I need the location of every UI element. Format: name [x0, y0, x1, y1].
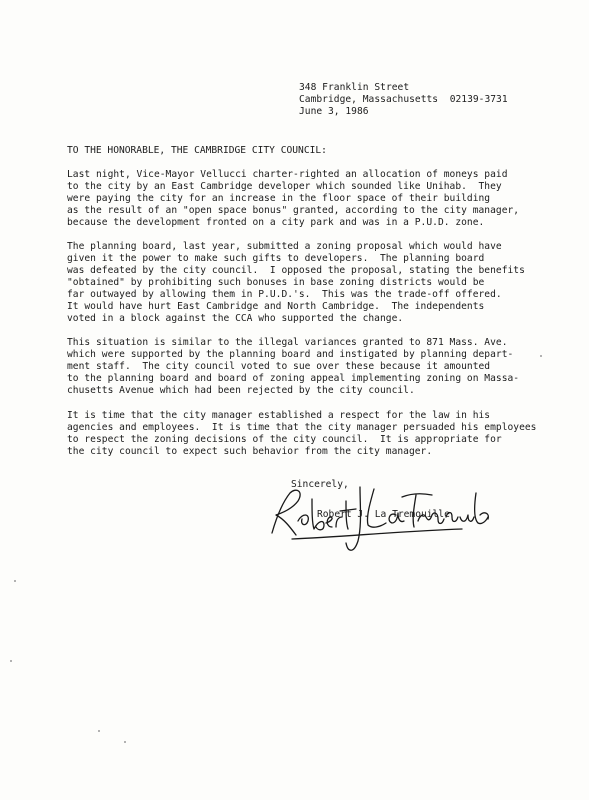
paragraph-line: far outwayed by allowing them in P.U.D.'s. This was the trade-off offered. — [67, 289, 502, 300]
paragraph-line: "obtained" by prohibiting such bonuses in base zoning districts would be — [67, 277, 485, 288]
paper-speck — [124, 741, 126, 743]
paragraph-line: voted in a block against the CCA who supported the change. — [67, 313, 404, 324]
paper-speck — [10, 660, 12, 662]
closing: Sincerely, — [291, 479, 349, 490]
paragraph-4 — [67, 410, 536, 458]
paragraph-line: It is time that the city manager established a respect for the law in his — [67, 410, 491, 421]
paragraph-line: because the development fronted on a city park and was in a P.U.D. zone. — [67, 217, 485, 228]
sender-address-block — [299, 82, 508, 118]
sender-city: Cambridge, Massachusetts 02139-3731 — [299, 94, 508, 105]
paragraph-1 — [67, 169, 519, 229]
paragraph-line: agencies and employees. It is time that the city manager persuaded his employees — [67, 422, 537, 433]
signer-name: Robert J. La Tremouille — [317, 509, 450, 520]
paragraph-line: to the city by an East Cambridge developer which sounded like Unihab. They — [67, 181, 502, 192]
sender-street: 348 Franklin Street — [299, 82, 410, 93]
paragraph-line: which were supported by the planning board and instigated by planning depart- — [67, 349, 514, 360]
paragraph-line: It would have hurt East Cambridge and North Cambridge. The independents — [67, 301, 485, 312]
paragraph-line: to the planning board and board of zoning appeal implementing zoning on Massa- — [67, 373, 520, 384]
paragraph-2 — [67, 241, 525, 325]
paragraph-line: to respect the zoning decisions of the city council. It is appropriate for — [67, 434, 502, 445]
paragraph-line: Last night, Vice-Mayor Vellucci charter-righted an allocation of moneys paid — [67, 169, 508, 180]
paragraph-line: The planning board, last year, submitted a zoning proposal which would have — [67, 241, 502, 252]
paragraph-line: This situation is similar to the illegal variances granted to 871 Mass. Ave. — [67, 337, 508, 348]
paper-speck — [14, 580, 16, 582]
handwritten-signature — [262, 481, 492, 561]
paragraph-3 — [67, 337, 519, 397]
paragraph-line: were paying the city for an increase in the floor space of their building — [67, 193, 491, 204]
letter-date: June 3, 1986 — [299, 106, 369, 117]
paragraph-line: ment staff. The city council voted to sue over these because it amounted — [67, 361, 491, 372]
paragraph-line: the city council to expect such behavior from the city manager. — [67, 446, 433, 457]
paper-speck — [540, 355, 542, 357]
paragraph-line: given it the power to make such gifts to developers. The planning board — [67, 253, 485, 264]
paragraph-line: as the result of an "open space bonus" granted, according to the city manager, — [67, 205, 520, 216]
salutation: TO THE HONORABLE, THE CAMBRIDGE CITY COUNCIL: — [67, 145, 327, 156]
paragraph-line: was defeated by the city council. I opposed the proposal, stating the benefits — [67, 265, 525, 276]
paragraph-line: chusetts Avenue which had been rejected by the city council. — [67, 385, 415, 396]
paper-speck — [98, 730, 100, 732]
